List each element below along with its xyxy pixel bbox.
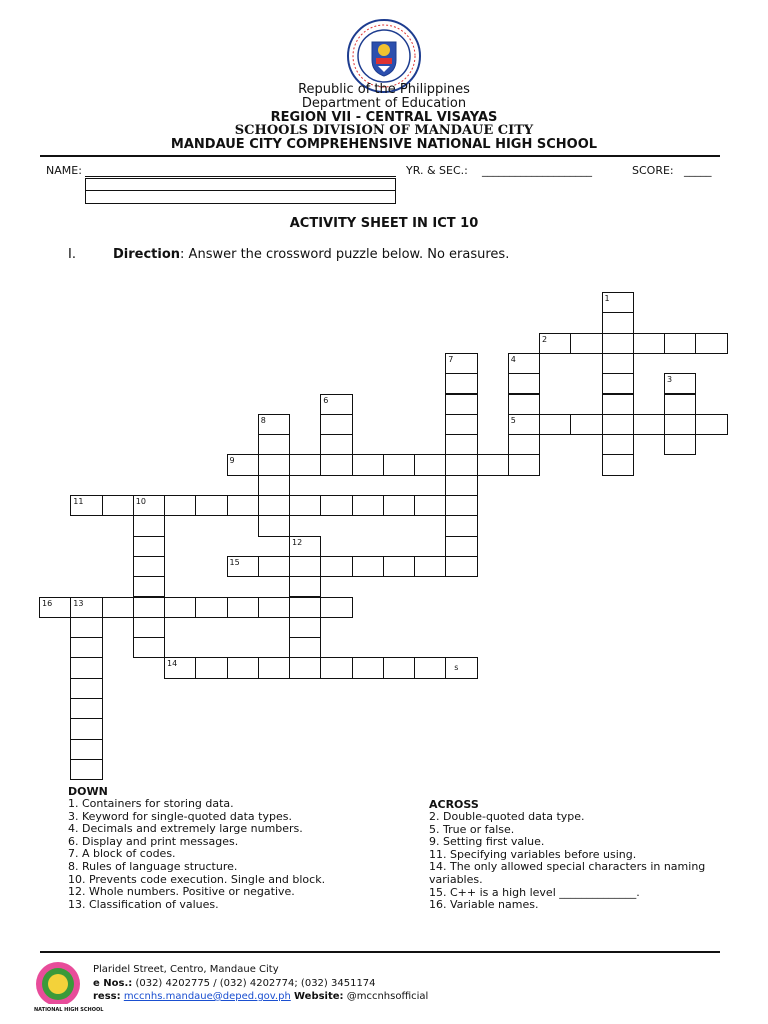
- crossword-cell[interactable]: [320, 454, 352, 475]
- crossword-cell[interactable]: [445, 657, 477, 678]
- crossword-cell[interactable]: [445, 536, 477, 557]
- crossword-cell[interactable]: [102, 597, 134, 618]
- header-division: SCHOOLS DIVISION OF MANDAUE CITY: [234, 123, 534, 138]
- crossword-cell[interactable]: [664, 394, 696, 415]
- crossword-cell[interactable]: [70, 617, 102, 638]
- name-input-box[interactable]: [85, 178, 396, 204]
- clue-number: 10: [135, 497, 146, 506]
- crossword-cell[interactable]: [70, 657, 102, 678]
- direction-label: Direction: [113, 247, 181, 262]
- crossword-cell[interactable]: [383, 556, 415, 577]
- crossword-cell[interactable]: [227, 454, 259, 475]
- crossword-cell[interactable]: [227, 657, 259, 678]
- crossword-cell[interactable]: [70, 495, 102, 516]
- crossword-cell[interactable]: [258, 454, 290, 475]
- across-clue: 16. Variable names.: [429, 898, 539, 912]
- crossword-cell[interactable]: [352, 454, 384, 475]
- crossword-cell[interactable]: [195, 495, 227, 516]
- clue-number: 13: [73, 598, 84, 608]
- clue-number: 4: [510, 354, 516, 364]
- down-clue: 1. Containers for storing data.: [68, 797, 234, 810]
- crossword-cell[interactable]: [664, 333, 696, 354]
- clue-number: 2: [542, 334, 548, 344]
- crossword-cell[interactable]: [570, 333, 602, 354]
- down-clue: 12. Whole numbers. Positive or negative.: [68, 885, 295, 899]
- crossword-cell[interactable]: [508, 394, 540, 415]
- down-clue: 3. Keyword for single-quoted data types.: [68, 809, 292, 823]
- crossword-cell[interactable]: [258, 475, 290, 496]
- crossword-cell[interactable]: [289, 576, 321, 597]
- yr-sec-blank[interactable]: ____________________: [482, 164, 592, 177]
- footer-phone: [93, 978, 376, 989]
- crossword-cell[interactable]: [695, 414, 727, 435]
- direction-numeral: I.: [68, 247, 76, 262]
- crossword-cell[interactable]: [258, 556, 290, 577]
- down-clue: 8. Rules of language structure.: [68, 859, 238, 873]
- crossword-cell[interactable]: [352, 657, 384, 678]
- crossword-cell[interactable]: [320, 414, 352, 435]
- clue-number: 7: [448, 354, 454, 364]
- crossword-cell[interactable]: [227, 495, 259, 516]
- crossword-cell[interactable]: [70, 698, 102, 719]
- hint-letter: s: [454, 663, 459, 673]
- crossword-cell[interactable]: [445, 353, 477, 374]
- clue-number: 16: [42, 598, 53, 608]
- score-blank[interactable]: _____: [684, 164, 712, 177]
- crossword-cell[interactable]: [508, 434, 540, 455]
- crossword-cell[interactable]: [320, 556, 352, 577]
- crossword-cell[interactable]: [602, 333, 634, 354]
- crossword-cell[interactable]: [320, 394, 352, 415]
- down-clue: 7. A block of codes.: [68, 847, 176, 861]
- crossword-cell[interactable]: [602, 414, 634, 435]
- crossword-cell[interactable]: [133, 495, 165, 516]
- crossword-cell[interactable]: [633, 414, 665, 435]
- crossword-cell[interactable]: [289, 536, 321, 557]
- crossword-cell[interactable]: [414, 556, 446, 577]
- crossword-cell[interactable]: [539, 333, 571, 354]
- crossword-cell[interactable]: [289, 657, 321, 678]
- crossword-cell[interactable]: [102, 495, 134, 516]
- crossword-cell[interactable]: [195, 657, 227, 678]
- score-label: SCORE:: [632, 164, 674, 177]
- crossword-cell[interactable]: [164, 597, 196, 618]
- crossword-cell[interactable]: [289, 495, 321, 516]
- footer-email-label: ress:: [93, 991, 121, 1002]
- clue-number: 8: [260, 415, 266, 425]
- clue-number: 1: [604, 294, 610, 303]
- crossword-cell[interactable]: [602, 434, 634, 455]
- across-clue: 9. Setting first value.: [429, 835, 545, 849]
- crossword-cell[interactable]: [664, 414, 696, 435]
- crossword-cell[interactable]: [414, 657, 446, 678]
- crossword-cell[interactable]: [414, 495, 446, 516]
- name-box-divider: [85, 190, 396, 191]
- crossword-cell[interactable]: [445, 414, 477, 435]
- clue-number: 5: [510, 415, 516, 425]
- crossword-cell[interactable]: [289, 597, 321, 618]
- yr-sec-label: YR. & SEC.:: [406, 164, 468, 177]
- clue-number: 9: [229, 456, 235, 466]
- crossword-cell[interactable]: [320, 495, 352, 516]
- crossword-cell[interactable]: [70, 739, 102, 760]
- crossword-cell[interactable]: [445, 515, 477, 536]
- header-republic: Republic of the Philippines: [298, 82, 470, 97]
- header-department: Department of Education: [301, 96, 467, 111]
- down-heading: DOWN: [68, 785, 108, 798]
- crossword-cell[interactable]: [320, 657, 352, 678]
- crossword-cell[interactable]: [633, 333, 665, 354]
- name-label: NAME:: [46, 164, 82, 177]
- across-clue: 14. The only allowed special characters in naming variables.: [429, 860, 706, 886]
- across-clue: 15. C++ is a high level ______________.: [429, 885, 640, 899]
- crossword-cell[interactable]: [289, 556, 321, 577]
- footer-phone-label: e Nos.:: [93, 978, 133, 989]
- clue-number: 3: [667, 375, 673, 385]
- clue-number: 11: [73, 497, 84, 506]
- crossword-cell[interactable]: [383, 454, 415, 475]
- crossword-cell[interactable]: [320, 434, 352, 455]
- crossword-cell[interactable]: [445, 556, 477, 577]
- crossword-cell[interactable]: [508, 353, 540, 374]
- crossword-cell[interactable]: [602, 312, 634, 333]
- crossword-cell[interactable]: [695, 333, 727, 354]
- crossword-cell[interactable]: [133, 576, 165, 597]
- name-line: [85, 176, 396, 177]
- crossword-cell[interactable]: [602, 353, 634, 374]
- clue-number: 15: [229, 557, 240, 567]
- crossword-cell[interactable]: [289, 454, 321, 475]
- crossword-cell[interactable]: [258, 657, 290, 678]
- across-heading: ACROSS: [429, 798, 479, 811]
- crossword-cell[interactable]: [289, 617, 321, 638]
- footer-address: Plaridel Street, Centro, Mandaue City: [93, 964, 279, 975]
- crossword-cell[interactable]: [258, 515, 290, 536]
- crossword-cell[interactable]: [352, 556, 384, 577]
- crossword-cell[interactable]: [320, 597, 352, 618]
- crossword-cell[interactable]: [508, 414, 540, 435]
- crossword-cell[interactable]: [445, 454, 477, 475]
- crossword-cell[interactable]: [133, 597, 165, 618]
- crossword-cell[interactable]: [164, 657, 196, 678]
- crossword-cell[interactable]: [227, 597, 259, 618]
- header-region: REGION VII - CENTRAL VISAYAS: [270, 110, 498, 125]
- down-clue-list: [68, 798, 338, 911]
- crossword-cell[interactable]: [445, 373, 477, 394]
- crossword-cell[interactable]: [602, 454, 634, 475]
- clue-number: 12: [292, 537, 303, 547]
- crossword-cell[interactable]: [133, 556, 165, 577]
- school-logo-text: NATIONAL HIGH SCHOOL: [34, 1007, 104, 1013]
- crossword-cell[interactable]: [352, 495, 384, 516]
- header-divider: [40, 155, 720, 157]
- crossword-cell[interactable]: [164, 495, 196, 516]
- school-logo-icon: [30, 958, 86, 1014]
- crossword-cell[interactable]: [70, 637, 102, 658]
- down-clue: 6. Display and print messages.: [68, 834, 239, 848]
- crossword-cell[interactable]: [70, 597, 102, 618]
- crossword-cell[interactable]: [39, 597, 71, 618]
- crossword-cell[interactable]: [383, 495, 415, 516]
- header-school: MANDAUE CITY COMPREHENSIVE NATIONAL HIGH SCHOOL: [170, 137, 598, 152]
- crossword-cell[interactable]: [133, 536, 165, 557]
- footer-divider: [40, 951, 720, 953]
- crossword-cell[interactable]: [133, 617, 165, 638]
- across-clue-list: [429, 811, 709, 912]
- crossword-cell[interactable]: [289, 637, 321, 658]
- down-clue: 10. Prevents code execution. Single and block.: [68, 872, 326, 886]
- down-clue: 4. Decimals and extremely large numbers.: [68, 822, 303, 836]
- crossword-cell[interactable]: [508, 373, 540, 394]
- crossword-cell[interactable]: [664, 373, 696, 394]
- crossword-cell[interactable]: [414, 454, 446, 475]
- crossword-cell[interactable]: [602, 394, 634, 415]
- across-clue: 11. Specifying variables before using.: [429, 847, 637, 861]
- across-clue: 5. True or false.: [429, 822, 515, 836]
- crossword-cell[interactable]: [70, 718, 102, 739]
- crossword-cell[interactable]: [195, 597, 227, 618]
- crossword-cell[interactable]: [508, 454, 540, 475]
- crossword-cell[interactable]: [258, 495, 290, 516]
- crossword-cell[interactable]: [445, 475, 477, 496]
- crossword-cell[interactable]: [258, 597, 290, 618]
- footer-contact: [93, 991, 428, 1002]
- crossword-cell[interactable]: [477, 454, 509, 475]
- crossword-cell[interactable]: [570, 414, 602, 435]
- footer-phone-value: (032) 4202775 / (032) 4202774; (032) 3451174: [132, 978, 376, 989]
- crossword-cell[interactable]: [133, 637, 165, 658]
- across-clue: 2. Double-quoted data type.: [429, 810, 585, 823]
- crossword-cell[interactable]: [602, 373, 634, 394]
- crossword-cell[interactable]: [445, 434, 477, 455]
- crossword-cell[interactable]: [133, 515, 165, 536]
- footer-email-link[interactable]: mccnhs.mandaue@deped.gov.ph: [123, 991, 291, 1002]
- crossword-cell[interactable]: [664, 434, 696, 455]
- down-clue: 13. Classification of values.: [68, 897, 219, 911]
- crossword-cell[interactable]: [445, 394, 477, 415]
- crossword-cell[interactable]: [383, 657, 415, 678]
- crossword-cell[interactable]: [602, 292, 634, 313]
- footer-website-value: @mccnhsofficial: [346, 991, 429, 1002]
- activity-title: ACTIVITY SHEET IN ICT 10: [289, 216, 479, 231]
- crossword-cell[interactable]: [539, 414, 571, 435]
- crossword-cell[interactable]: [227, 556, 259, 577]
- clue-number: 6: [323, 395, 329, 405]
- crossword-cell[interactable]: [258, 414, 290, 435]
- direction-text: : Answer the crossword puzzle below. No erasures.: [180, 247, 510, 262]
- crossword-cell[interactable]: [445, 495, 477, 516]
- footer-website-label: Website:: [293, 991, 344, 1002]
- crossword-cell[interactable]: [70, 759, 102, 780]
- clue-number: 14: [167, 659, 178, 669]
- direction-line: [113, 247, 509, 262]
- crossword-cell[interactable]: [70, 678, 102, 699]
- crossword-cell[interactable]: [258, 434, 290, 455]
